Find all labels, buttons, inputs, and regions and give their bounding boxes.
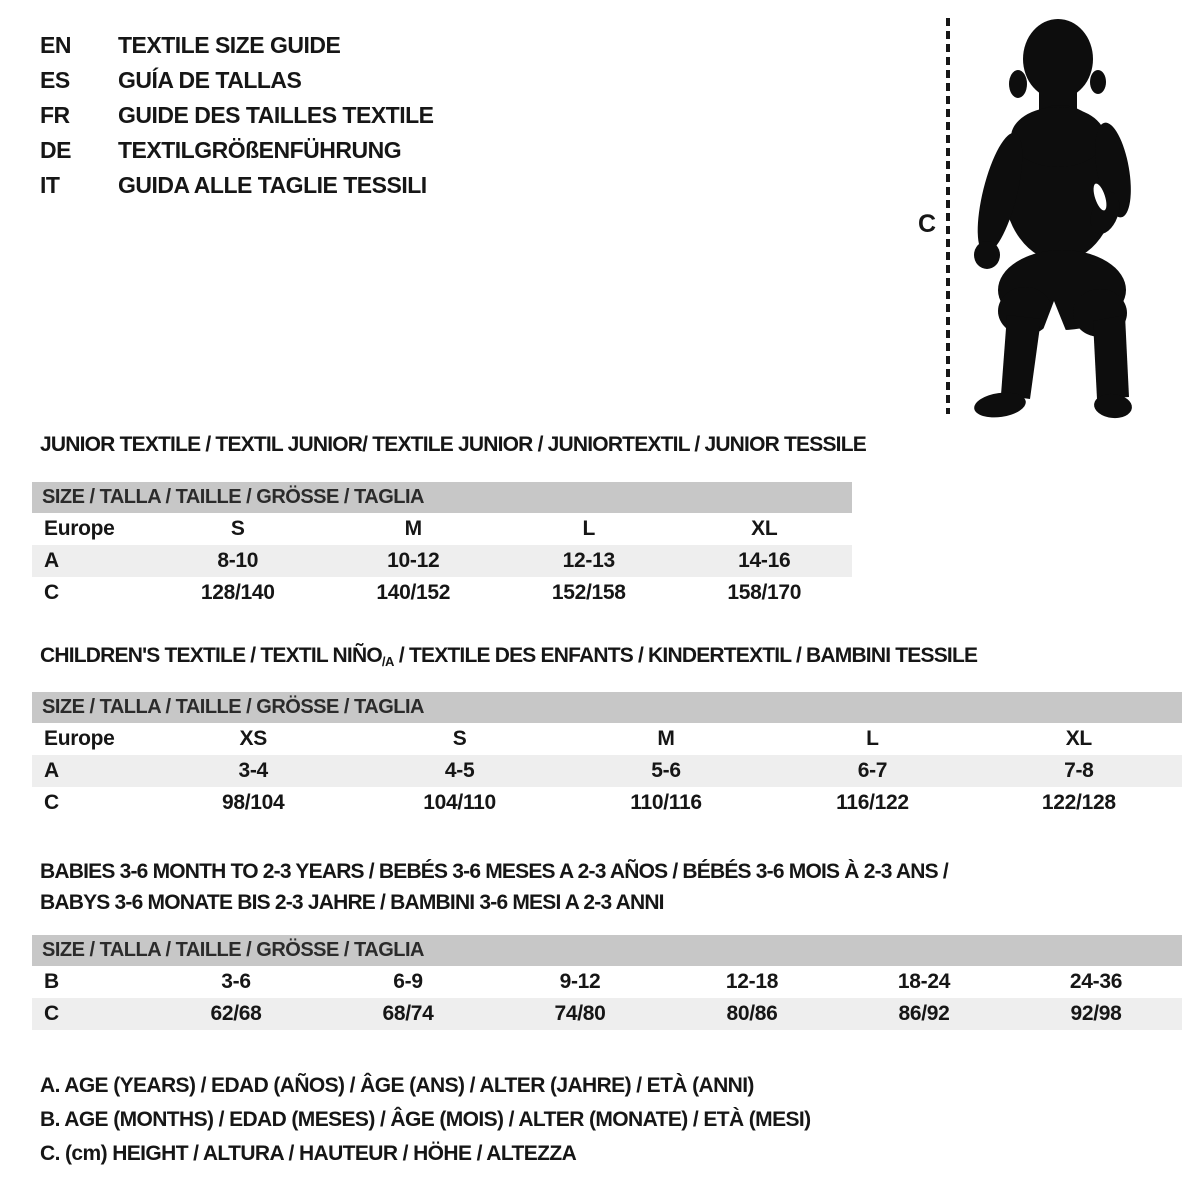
row-label: C: [44, 791, 59, 814]
table-cell: 12-13: [562, 549, 615, 572]
table-cell: 62/68: [210, 1002, 262, 1025]
table-cell: 9-12: [559, 970, 601, 993]
table-cell: 158/170: [727, 581, 802, 604]
table-row: [32, 545, 852, 577]
table-cell: 128/140: [200, 581, 275, 604]
toddler-silhouette: [967, 15, 1142, 420]
table-cell: 68/74: [382, 1002, 434, 1025]
babies-size-table: [32, 935, 1182, 1030]
measure-legend: [40, 1069, 811, 1171]
table-cell: 3-4: [238, 759, 268, 782]
column-header: XL: [1065, 727, 1092, 750]
table-cell: 6-9: [393, 970, 423, 993]
table-cell: 7-8: [1064, 759, 1094, 782]
column-header: XS: [239, 727, 267, 750]
table-cell: 80/86: [726, 1002, 778, 1025]
language-title: TEXTILGRÖßENFÜHRUNG: [118, 137, 402, 163]
row-label: B: [44, 970, 59, 993]
size-header-bar: SIZE / TALLA / TAILLE / GRÖSSE / TAGLIA: [32, 692, 1182, 723]
column-header: XL: [751, 517, 778, 540]
children-section-title: [40, 644, 977, 674]
height-measure-label: C: [918, 210, 936, 238]
size-header-bar: SIZE / TALLA / TAILLE / GRÖSSE / TAGLIA: [32, 935, 1182, 966]
table-cell: 122/128: [1041, 791, 1116, 814]
junior-section-title: JUNIOR TEXTILE / TEXTIL JUNIOR/ TEXTILE JUNIOR / JUNIORTEXTIL / JUNIOR TESSILE: [40, 433, 866, 456]
table-cell: 4-5: [444, 759, 475, 782]
language-title: TEXTILE SIZE GUIDE: [118, 32, 341, 58]
language-title: GUIDA ALLE TAGLIE TESSILI: [118, 172, 427, 198]
table-header-row: [32, 723, 1182, 755]
table-cell: 92/98: [1070, 1002, 1122, 1025]
children-title-subscript: /A: [381, 654, 394, 669]
column-header: M: [404, 517, 422, 540]
table-cell: 5-6: [651, 759, 681, 782]
language-title: GUIDE DES TAILLES TEXTILE: [118, 102, 434, 128]
table-header-row: [32, 513, 852, 545]
column-header: L: [866, 727, 879, 750]
column-header: S: [230, 517, 245, 540]
table-cell: 10-12: [387, 549, 440, 572]
table-cell: 110/116: [630, 791, 702, 814]
column-header: L: [582, 517, 596, 540]
language-code: FR: [40, 102, 70, 128]
language-row: [40, 63, 434, 98]
table-row: [32, 755, 1182, 787]
legend-line-c: C. (cm) HEIGHT / ALTURA / HAUTEUR / HÖHE / ALTEZZA: [40, 1142, 577, 1165]
row-label: A: [44, 549, 59, 572]
language-title-block: [40, 28, 434, 203]
children-title-text: CHILDREN'S TEXTILE / TEXTIL NIÑO: [40, 644, 382, 667]
table-cell: 12-18: [725, 970, 779, 993]
table-cell: 152/158: [551, 581, 626, 604]
language-code: IT: [40, 172, 60, 198]
column-header: Europe: [44, 517, 115, 540]
language-row: [40, 98, 434, 133]
height-dashed-line: [944, 16, 952, 416]
table-cell: 86/92: [898, 1002, 950, 1025]
table-row: [32, 966, 1182, 998]
babies-section-title: [40, 856, 948, 918]
table-cell: 18-24: [897, 970, 951, 993]
language-row: [40, 28, 434, 63]
junior-size-table: [32, 482, 852, 609]
babies-title-line2: BABYS 3-6 MONATE BIS 2-3 JAHRE / BAMBINI 3-6 MESI A 2-3 ANNI: [40, 891, 664, 914]
language-title: GUÍA DE TALLAS: [118, 67, 302, 93]
table-cell: 74/80: [554, 1002, 606, 1025]
size-header-bar: SIZE / TALLA / TAILLE / GRÖSSE / TAGLIA: [32, 482, 852, 513]
column-header: S: [452, 727, 467, 750]
children-size-table: [32, 692, 1182, 819]
table-cell: 116/122: [836, 791, 909, 814]
legend-line-b: B. AGE (MONTHS) / EDAD (MESES) / ÂGE (MOIS) / ALTER (MONATE) / ETÀ (MESI): [40, 1108, 811, 1131]
babies-title-line1: BABIES 3-6 MONTH TO 2-3 YEARS / BEBÉS 3-6 MESES A 2-3 AÑOS / BÉBÉS 3-6 MOIS À 2-3 ANS /: [40, 860, 948, 883]
table-cell: 3-6: [221, 970, 251, 993]
table-cell: 140/152: [376, 581, 451, 604]
language-code: EN: [40, 32, 71, 58]
row-label: C: [44, 1002, 59, 1025]
table-cell: 6-7: [857, 759, 888, 782]
children-title-text: / TEXTILE DES ENFANTS / KINDERTEXTIL / BAMBINI TESSILE: [393, 644, 978, 667]
table-cell: 14-16: [738, 549, 791, 572]
language-code: ES: [40, 67, 70, 93]
language-row: [40, 133, 434, 168]
table-row: [32, 577, 852, 609]
table-row: [32, 787, 1182, 819]
language-code: DE: [40, 137, 71, 163]
column-header: Europe: [44, 727, 115, 750]
table-cell: 24-36: [1069, 970, 1123, 993]
table-cell: 98/104: [221, 791, 285, 814]
row-label: A: [44, 759, 59, 782]
language-row: [40, 168, 434, 203]
column-header: M: [657, 727, 675, 750]
table-cell: 104/110: [423, 791, 496, 814]
row-label: C: [44, 581, 59, 604]
legend-line-a: A. AGE (YEARS) / EDAD (AÑOS) / ÂGE (ANS) / ALTER (JAHRE) / ETÀ (ANNI): [40, 1074, 754, 1097]
table-row: [32, 998, 1182, 1030]
table-cell: 8-10: [217, 549, 259, 572]
